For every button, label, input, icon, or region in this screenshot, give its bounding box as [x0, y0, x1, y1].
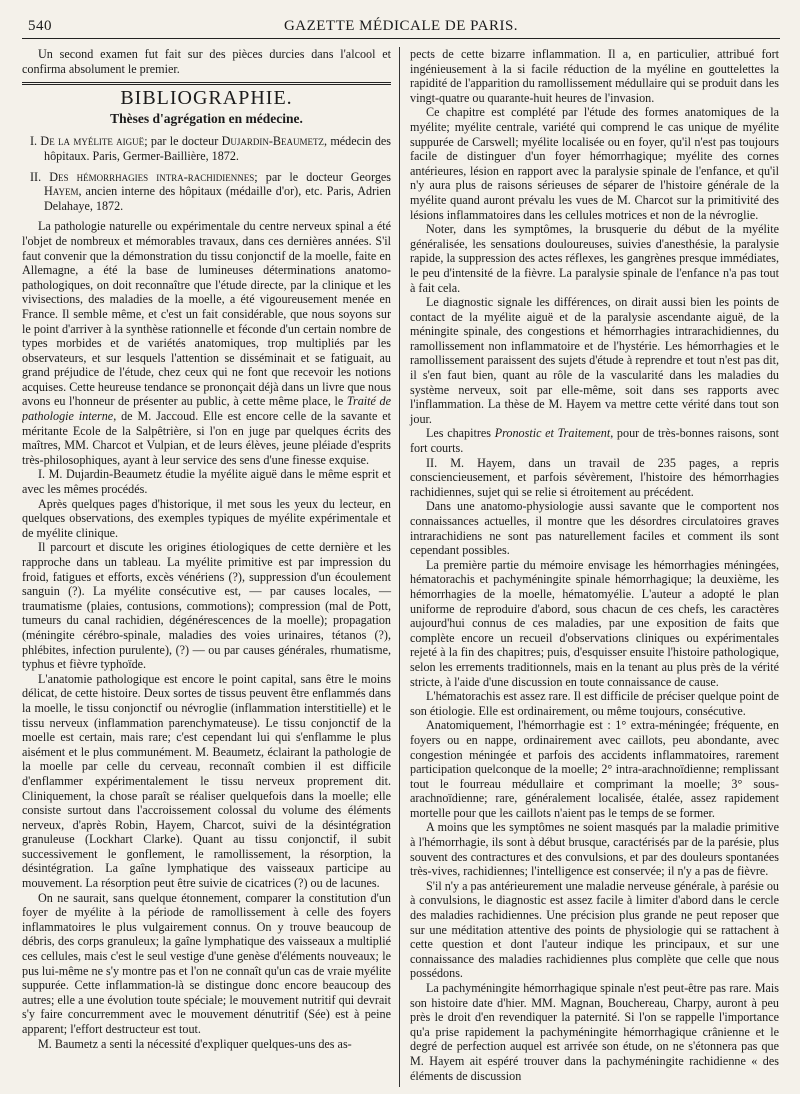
section-title: BIBLIOGRAPHIE. — [120, 87, 293, 110]
right-paragraph-5 — [410, 426, 779, 455]
ref1-title: De la myélite aiguë — [40, 134, 145, 149]
right-paragraph-11: A moins que les symptômes ne soient masqués par la maladie primitive à l'hémorrhagie, ils sont à début brusque, caractérisés par de la parésie, plus souvent des contractures et des convulsions, et par des douleurs spontanées très-vives, rachidiennes; l'intelligence est conservée; il n'y a pas de fièvre. — [410, 820, 779, 879]
section-subtitle: Thèses d'agrégation en médecine. — [110, 110, 303, 126]
paragraph-3: Après quelques pages d'historique, il met sous les yeux du lecteur, en quelques observations, des exemples typiques de myélite expérimentale et de myélite clinique. — [22, 496, 391, 540]
right-column — [400, 47, 779, 1087]
reference-1 — [22, 134, 391, 163]
right-paragraph-6: II. M. Hayem, dans un travail de 235 pages, a repris consciencieusement, et parfois sévèrement, l'histoire des hémorrhagies rachidiennes, sujet qui se relie si étroitement au précédent. — [410, 455, 779, 499]
chapter-titles: Pronostic et Traitement — [494, 426, 611, 441]
ref2-number: II. — [30, 169, 50, 184]
ref1-rest: , médecin des hôpitaux. Paris, Germer-Baillière, 1872. — [44, 134, 391, 163]
right-paragraph-10: Anatomiquement, l'hémorrhagie est : 1° extra-méningée; fréquente, en foyers ou en nappe, ordinairement avec caillots, peu abondante, avec congestion méningée et parfois des accidents inflammatoires, rarement participation quelconque de la moelle; 2° intra-arachnoïdienne; remplissant tout le fourreau médullaire et comprimant la moelle; 3° sous-arachnoïdienne; rare, généralement localisée, étalée, assez rapidement mortelle pour que les caillots n'aient pas le temps de se former. — [410, 718, 779, 820]
paragraph-4: Il parcourt et discute les origines étiologiques de cette dernière et les rapproche dans un tableau. La myélite primitive est par impression du froid, fatigues et efforts, excès vénériens (?), suppression d'un écoulement sanguin (?). La myélite consécutive est, — par causes locales, — traumatisme (plaies, contusions, commotions); compression (mal de Pott, tumeurs du canal rachidien, dégénérescences de la moelle); propagation (méningite cérébro-spinale, maladies des voies urinaires, tétanos (?), phlébites, infection purulente), (?) — ou par causes générales, rhumatisme, typhus et fièvre typhoïde. — [22, 540, 391, 672]
reference-2 — [22, 170, 391, 214]
right-paragraph-7: Dans une anatomo-physiologie aussi savante que le comportent nos connaissances actuelles, il montre que les désordres circulatoires graves intrarachidiens ne sont pas naturellement faciles et comment ils sont cependant possibles. — [410, 499, 779, 558]
ref2-title: Des hémorrhagies intra-rachidiennes — [49, 169, 255, 184]
ref2-rest: , ancien interne des hôpitaux (médaille d'or), etc. Paris, Adrien Delahaye, 1872. — [44, 184, 391, 213]
paragraph-2: I. M. Dujardin-Beaumetz étudie la myélite aiguë dans le même esprit et avec les mêmes procédés. — [22, 467, 391, 497]
right-paragraph-1: pects de cette bizarre inflammation. Il a, en particulier, attribué fort ingénieusement à la si facile réduction de la myéline en gouttelettes la rapidité de l'apparition du ramollissement médullaire qui se produit dans les vingt-quatre ou quarante-huit heures de l'invasion. — [410, 47, 779, 105]
paragraph-1-text-b: , de M. Jaccoud. Elle est encore celle de la savante et méritante Ecole de la Salpêtrière, si l'on en juge par quelques écrits des maîtres, MM. Charcot et Vulpian, et de leurs élèves, jeune pléiade d'esprits très-philosophiques, ayant à leur service des sens d'une finesse exquise. — [22, 409, 391, 467]
right-paragraph-5-text-b: , pour de très-bonnes raisons, sont fort courts. — [410, 426, 779, 456]
right-paragraph-12: S'il n'y a pas antérieurement une maladie nerveuse générale, à parésie ou à convulsions, le diagnostic est assez facile à limiter d'abord dans le cercle des maladies rachidiennes. Une précision plus grande ne peut reposer que sur une méditation attentive des points de physiologie qui se rattachent à cette question et dont l'auteur indique les principaux, et sur une connaissance des maladies rachidiennes plus complète que celle que nous possédons. — [410, 878, 779, 981]
book-title: Traité de pathologie interne — [22, 394, 391, 424]
left-column — [22, 47, 400, 1087]
ref2-sep: ; par le docteur Georges — [254, 169, 391, 184]
paragraph-7: M. Baumetz a senti la nécessité d'expliquer quelques-uns des as- — [38, 1036, 352, 1051]
paragraph-1 — [22, 219, 391, 467]
right-paragraph-4: Le diagnostic signale les différences, on dirait aussi bien les points de contact de la myélite aiguë et de la paralysie ascendante aiguë, de la méningite spinale, des congestions et hémorrhagies intrarachidiennes, du ramollissement non inflammatoire et de l'hystérie. Les hémorrhagies et le ramollissement paraissent des sujets d'étude à reprendre et tout n'est pas dit, il s'en faut bien, quant au rôle de la vascularité dans les maladies du système nerveux, soit par elle-même, soit dans ses rapports avec l'inflammation. La thèse de M. Hayem va mettre cette vérité dans tout son jour. — [410, 295, 779, 426]
intro-paragraph: Un second examen fut fait sur des pièces durcies dans l'alcool et confirma absolument le premier. — [22, 47, 391, 76]
running-head — [22, 16, 780, 39]
paragraph-5: L'anatomie pathologique est encore le point capital, sans être le moins délicat, de cette histoire. Deux sortes de tissus peuvent être enflammés dans la moelle, le tissu conjonctif ou névroglie (inflammation interstitielle) et le tissu nerveux (inflammation parenchymateuse). Le tissu conjonctif de la moelle est certain, mais rare; c'est cependant lui qui s'enflamme le plus aisément et le plus communément. M. Beaumetz, éclairant la pathologie de la moelle par celle du cerveau, reconnaît combien il est difficile d'enflammer expérimentalement le tissu nerveux proprement dit. Cliniquement, la chose paraît se réaliser quelquefois dans la moelle; elle consiste surtout dans l'accroissement colossal du volume des éléments nerveux, d'après Robin, Hayem, Charcot, suivi de la désintégration granuleuse (Lockhart Clarke). Quant au tissu conjonctif, il subit successivement le gonflement, le ramollissement, la résorption, la désintégration. La gaîne lymphatique des vaisseaux participe au mouvement. La résorption peut être suivie de cicatrices (?) ou de lacunes. — [22, 671, 391, 891]
right-paragraph-3: Noter, dans les symptômes, la brusquerie du début de la myélite généralisée, les sensations douloureuses, suivies d'anesthésie, la paralysie rapide, la suppression des actes réflexes, les gangrènes presque immédiates, le peu d'intensité de la fièvre. La paralysie spinale de l'enfance n'a pas tout à fait cela. — [410, 222, 779, 295]
ref1-author: Dujardin-Beaumetz — [221, 134, 324, 149]
page-number: 540 — [28, 18, 52, 34]
right-paragraph-13: La pachyméningite hémorrhagique spinale n'est peut-être pas rare. Mais son histoire date d'hier. MM. Magnan, Bouchereau, Charpy, auront à peu près le droit d'en revendiquer la paternité. Si l'on se rappelle l'importance qu'a prise rapidement la pachyméningite hémorrhagique crânienne et le degré de perfection auquel est arrivée son étude, on ne s'étonnera pas que M. Hayem ait espéré trouver dans la pachyméningite rachidienne « des éléments de discussion — [410, 981, 779, 1083]
journal-title: GAZETTE MÉDICALE DE PARIS. — [283, 18, 519, 34]
paragraph-1-text-a: La pathologie naturelle ou expérimentale du centre nerveux spinal a été l'objet de nombreux et mémorables travaux, dans ces dernières années. S'il faut convenir que la démonstration du tissu conjonctif de la moelle, faite en Allemagne, a été la base de lumineuses déterminations anatomo-pathologiques, on doit reconnaître que l'étude directe, par la clinique et les vivisections, des maladies de la moelle, a été vigoureusement menée en France. Il semble même, et c'est un fait considérable, que nous soyons sur le point d'arriver à la synthèse rationnelle et féconde d'un certain nombre de types morbides et de variétés anatomiques, trop multipliés par les observateurs, et sur lesquels l'attention se disséminait et se fatiguait, au grand préjudice de l'étude, chez ceux qui ne font que recevoir les notions acquises. Cette heureuse tendance se prononçait déjà dans un livre que nous avons eu l'honneur de présenter au public, à cette même place, le — [22, 219, 391, 409]
paragraph-6: On ne saurait, sans quelque étonnement, comparer la constitution d'un foyer de myélite à la période de ramollissement à celle des foyers inflammatoires le plus vulgairement connus. On y trouve beaucoup de débris, des corps granuleux; la gaîne lymphatique des vaisseaux a multiplié ces cellules, mais c'est le seul vestige d'une genèse d'éléments nouveaux; le pus lui-même ne s'y montre pas et l'on ne connaît qu'un cas de vraie myélite suppurée. Cette inflammation-là se distingue donc encore beaucoup des autres; elle a une évolution toute spéciale; le mouvement nutritif qui devrait s'y faire concurremment avec le mouvement dénutritif (Sée) est à peine apparent; l'effort destructeur est tout. — [22, 890, 391, 1036]
right-paragraph-5-text-a: Les chapitres — [426, 426, 495, 441]
ref1-number: I. — [30, 134, 41, 149]
right-paragraph-2: Ce chapitre est complété par l'étude des formes anatomiques de la myélite; myélite centrale, variété qui comprend le cas unique de myélite suppurée de Carswell; myélite localisée ou en foyer, qu'il n'est pas toujours facile de distinguer d'un foyer hémorrhagique; myélite des cornes antérieures, lésion en rapport avec la paralysie spinale de l'enfance, et qu'il n'y aura plus de raisons sérieuses de séparer de l'histoire générale de la myélite quand auront prévalu les vues de M. Charcot sur la primitivité des lésions inflammatoires dans les cellules motrices et non de la névroglie. — [410, 105, 779, 222]
ref1-sep: ; par le docteur — [144, 134, 222, 149]
right-paragraph-8: La première partie du mémoire envisage les hémorrhagies méningées, hématorachis et pachyméningite spinale hémorrhagique; la deuxième, les hémorrhagies de la moelle, hématomyélie. L'auteur a adopté le plan uniforme de reproduire d'abord, sous chacun de ces chefs, les caractères aujourd'hui connus de ces maladies, par une exposition de faits que complète encore un recueil d'observations cliniques ou expérimentales rejeté à la fin des chapitres; puis, d'esquisser ensuite l'histoire pathologique, selon les errements traditionnels, mais en la tenant au plus près de la vérité stricte, à l'aide d'une discussion en toute connaissance de cause. — [410, 557, 779, 689]
right-paragraph-9: L'hématorachis est assez rare. Il est difficile de préciser quelque point de son étiologie. Elle est ordinairement, ou même toujours, consécutive. — [410, 689, 779, 718]
ref2-author: Hayem — [44, 184, 79, 199]
columns — [22, 47, 780, 1087]
section-rule — [22, 82, 391, 85]
